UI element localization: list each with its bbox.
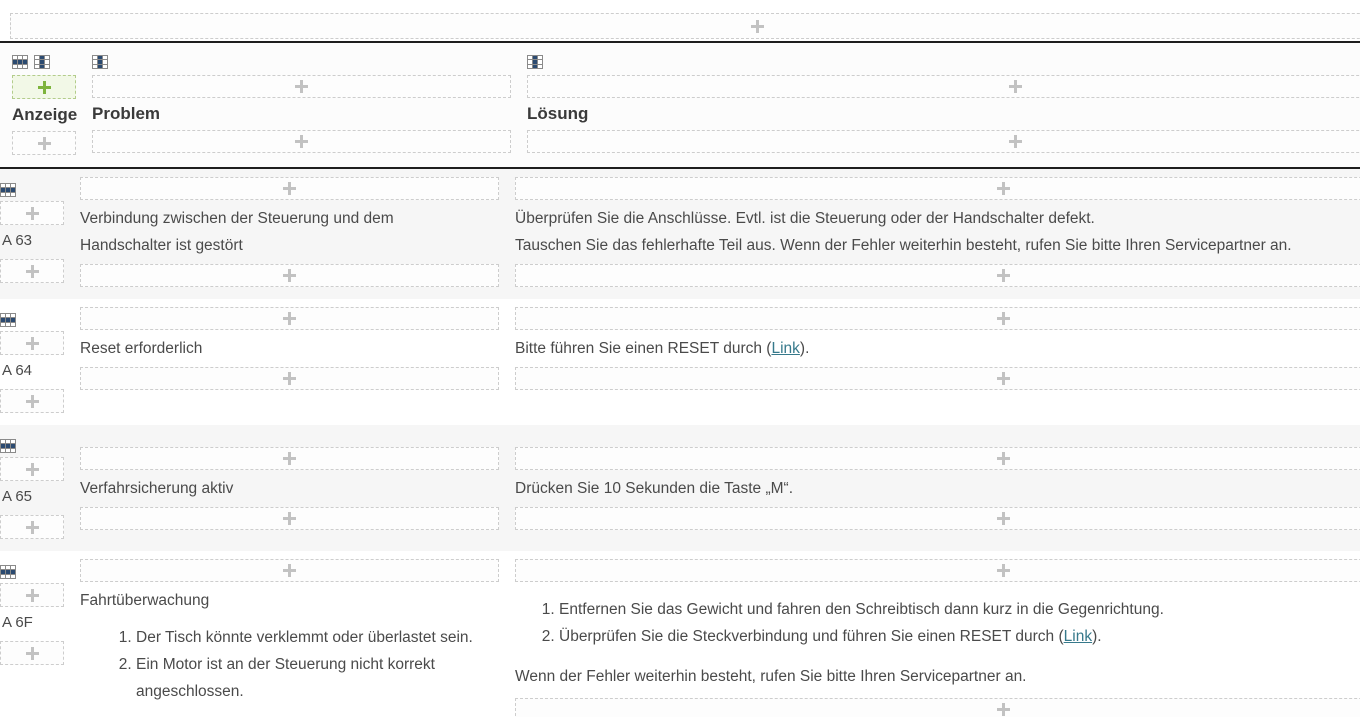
plus-icon [997, 182, 1010, 195]
cell-loesung [515, 559, 1360, 717]
add-component-placeholder[interactable] [515, 507, 1360, 530]
table-row-icon[interactable] [0, 565, 16, 579]
header-cell-anzeige [12, 55, 76, 155]
table-row-a6f [0, 551, 1360, 717]
table-column-icon[interactable] [92, 55, 108, 69]
cell-problem [80, 433, 499, 539]
plus-icon [1009, 80, 1022, 93]
plus-icon [283, 564, 296, 577]
table-row-icon[interactable] [12, 55, 28, 69]
header-cell-problem [92, 55, 511, 155]
error-code: A 65 [2, 488, 33, 505]
problem-text: Verfahrsicherung aktiv [80, 480, 234, 497]
table-column-icon[interactable] [527, 55, 543, 69]
plus-icon [997, 703, 1010, 716]
add-component-placeholder[interactable] [0, 457, 64, 481]
add-component-placeholder[interactable] [80, 507, 499, 530]
solution-list-item: 1. Entfernen Sie das Gewicht und fahren den Schreibtisch dann kurz in die Gegenrichtung. [559, 596, 1164, 623]
add-component-placeholder[interactable] [12, 131, 76, 155]
add-component-placeholder[interactable] [0, 515, 64, 539]
top-strip [0, 0, 1360, 39]
plus-icon [26, 589, 39, 602]
table-row-a65 [0, 425, 1360, 551]
cell-anzeige [0, 307, 64, 413]
plus-icon [26, 265, 39, 278]
plus-icon [283, 512, 296, 525]
cell-loesung [515, 433, 1360, 539]
column-header-problem: Problem [92, 104, 161, 123]
plus-icon [997, 512, 1010, 525]
add-component-button-active[interactable] [12, 75, 76, 99]
cell-problem [80, 307, 499, 413]
reset-link[interactable]: Link [1063, 628, 1093, 645]
table-column-icon[interactable] [34, 55, 50, 69]
solution-line: Tauschen Sie das fehlerhafte Teil aus. Wenn der Fehler weiterhin besteht, rufen Sie bitte Ihren Servicepartner an. [515, 237, 1292, 254]
cell-problem [80, 177, 499, 287]
plus-icon [751, 20, 764, 33]
problem-intro: Fahrtüberwachung [80, 592, 210, 609]
add-component-placeholder[interactable] [0, 389, 64, 413]
solution-text-part: ). [1092, 628, 1102, 645]
problem-list [80, 624, 496, 705]
add-component-placeholder[interactable] [515, 559, 1360, 582]
plus-icon [997, 564, 1010, 577]
error-code: A 6F [2, 614, 33, 631]
plus-icon [283, 372, 296, 385]
add-component-placeholder[interactable] [80, 264, 499, 287]
plus-icon [26, 463, 39, 476]
plus-icon [295, 80, 308, 93]
table-row-icon[interactable] [0, 313, 16, 327]
reset-link[interactable]: Link [771, 340, 800, 357]
error-code: A 64 [2, 362, 33, 379]
cell-loesung [515, 307, 1360, 413]
add-component-placeholder[interactable] [92, 130, 511, 153]
add-component-placeholder[interactable] [80, 447, 499, 470]
add-component-placeholder[interactable] [80, 307, 499, 330]
add-component-placeholder[interactable] [515, 264, 1360, 287]
solution-text-part: Überprüfen Sie die Steckverbindung und führen Sie einen RESET durch ( [559, 628, 1064, 645]
problem-list-item: 1. Der Tisch könnte verklemmt oder überlastet sein. [136, 624, 496, 651]
problem-list-item: 2. Ein Motor ist an der Steuerung nicht korrekt angeschlossen. [136, 651, 496, 705]
plus-icon [1009, 135, 1022, 148]
plus-icon [26, 521, 39, 534]
add-component-placeholder[interactable] [0, 259, 64, 283]
plus-icon [26, 337, 39, 350]
add-component-placeholder[interactable] [515, 307, 1360, 330]
add-component-placeholder[interactable] [0, 583, 64, 607]
add-component-placeholder[interactable] [515, 698, 1360, 717]
add-component-placeholder-top[interactable] [10, 13, 1360, 39]
add-component-placeholder[interactable] [0, 201, 64, 225]
plus-icon [283, 312, 296, 325]
plus-icon [26, 647, 39, 660]
cell-anzeige [0, 433, 64, 539]
plus-icon [26, 395, 39, 408]
plus-icon [38, 81, 51, 94]
error-code: A 63 [2, 232, 33, 249]
add-component-placeholder[interactable] [92, 75, 511, 98]
solution-text [515, 205, 1292, 259]
table-row-icon[interactable] [0, 183, 16, 197]
solution-text-part: ). [799, 340, 810, 357]
column-header-loesung: Lösung [527, 104, 589, 123]
table-header-row [0, 43, 1360, 167]
plus-icon [38, 137, 51, 150]
plus-icon [997, 372, 1010, 385]
solution-list [515, 596, 1164, 650]
add-component-placeholder[interactable] [80, 559, 499, 582]
plus-icon [997, 452, 1010, 465]
add-component-placeholder[interactable] [527, 130, 1360, 153]
add-component-placeholder[interactable] [515, 447, 1360, 470]
cell-problem [80, 559, 499, 717]
plus-icon [283, 182, 296, 195]
add-component-placeholder[interactable] [80, 367, 499, 390]
add-component-placeholder[interactable] [527, 75, 1360, 98]
problem-text: Verbindung zwischen der Steuerung und dem Handschalter ist gestört [80, 210, 394, 254]
add-component-placeholder[interactable] [0, 641, 64, 665]
add-component-placeholder[interactable] [515, 177, 1360, 200]
add-component-placeholder[interactable] [80, 177, 499, 200]
solution-text [515, 335, 809, 362]
solution-text: Drücken Sie 10 Sekunden die Taste „M“. [515, 480, 794, 497]
solution-line: Überprüfen Sie die Anschlüsse. Evtl. ist die Steuerung oder der Handschalter defekt. [515, 210, 1095, 227]
table-row-a64 [0, 299, 1360, 425]
plus-icon [283, 452, 296, 465]
problem-text: Reset erforderlich [80, 340, 203, 357]
plus-icon [295, 135, 308, 148]
header-cell-loesung [527, 55, 1360, 155]
column-header-anzeige: Anzeige [12, 105, 78, 124]
solution-text-part: Bitte führen Sie einen RESET durch ( [515, 340, 772, 357]
plus-icon [997, 312, 1010, 325]
solution-list-item [559, 623, 1164, 650]
solution-footer: Wenn der Fehler weiterhin besteht, rufen Sie bitte Ihren Servicepartner an. [515, 668, 1027, 685]
table-row-a63 [0, 169, 1360, 299]
add-component-placeholder[interactable] [515, 367, 1360, 390]
table-row-icon[interactable] [0, 439, 16, 453]
add-component-placeholder[interactable] [0, 331, 64, 355]
cell-loesung [515, 177, 1360, 287]
plus-icon [26, 207, 39, 220]
cell-anzeige [0, 559, 64, 717]
cell-anzeige [0, 177, 64, 287]
plus-icon [997, 269, 1010, 282]
plus-icon [283, 269, 296, 282]
